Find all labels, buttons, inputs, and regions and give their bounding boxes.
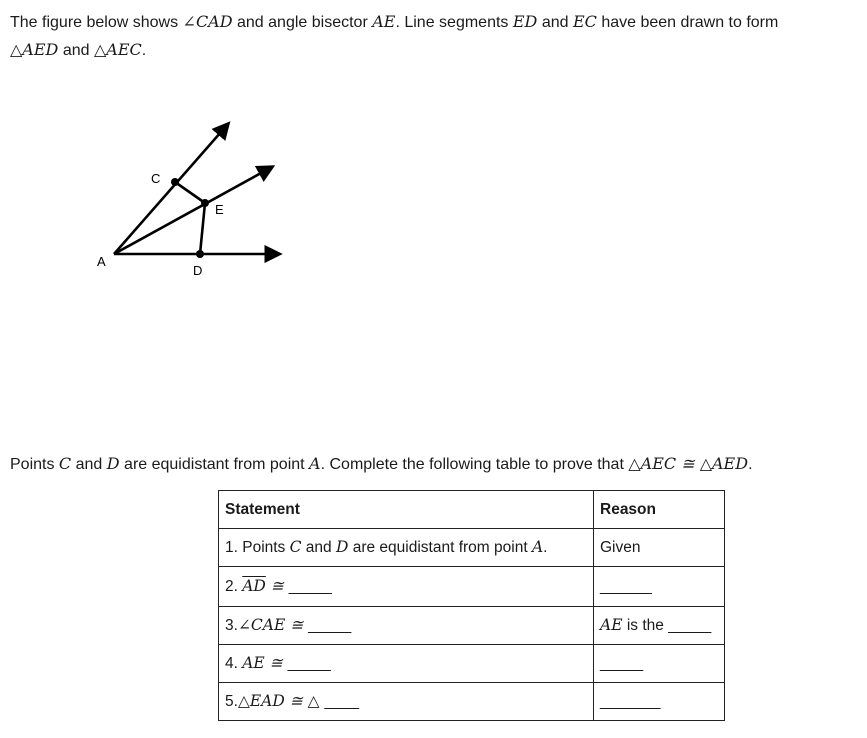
ray-ae [114,167,272,254]
label-a: A [97,254,106,269]
header-reason: Reason [594,491,725,529]
intro-line-1 [10,8,867,36]
statement-cell [219,683,594,721]
statement-text: are equidistant from point [348,539,532,556]
reason-cell [594,683,725,721]
label-c: C [151,171,161,186]
answer-blank[interactable]: _______ [600,692,661,710]
math-triangle-ead: △EAD [237,692,285,710]
header-statement: Statement [219,491,594,529]
math-congruent: ≅ [285,616,309,634]
reason-cell [594,567,725,607]
math-a: A [309,454,321,473]
math-d: D [335,538,349,556]
math-ec: EC [572,12,597,31]
math-c: C [289,538,302,556]
ray-ac [114,124,228,254]
question-text: . Complete the following table to prove that [320,456,629,473]
statement-text: . [543,539,548,556]
math-angle-cae: ∠CAE [237,616,286,634]
answer-blank[interactable]: _____ [287,655,331,672]
point-d [196,250,204,258]
math-triangle-aec: △AEC [93,40,142,59]
math-ae: AE [242,654,265,672]
math-ed: ED [512,12,538,31]
intro-text: have been drawn to form [596,14,779,31]
statement-number: 2. [225,578,243,595]
question-text: . [748,456,753,473]
table-row [219,567,725,607]
answer-blank[interactable]: _____ [668,617,712,634]
intro-text: and angle bisector [232,14,373,31]
segment-ed [200,203,205,254]
math-a: A [531,538,544,556]
intro-text: The figure below shows [10,14,183,31]
intro-line-2 [10,36,867,64]
math-ae: AE [600,616,623,634]
intro-text: . [141,42,147,59]
answer-blank[interactable]: _____ [600,654,644,672]
statement-number: 4. [225,655,243,672]
answer-blank[interactable]: ______ [600,577,652,595]
intro-text: . Line segments [395,14,513,31]
math-d: D [106,454,120,473]
statement-cell [219,645,594,683]
reason-text: is the [622,617,669,634]
answer-blank[interactable]: _____ [288,578,332,595]
math-congruent: ≅ [264,654,288,672]
point-c [171,178,179,186]
answer-blank[interactable]: _____ [308,617,352,634]
question-text: Points [10,456,59,473]
statement-number: 3. [225,617,238,634]
intro-text: and [58,42,94,59]
question-text: and [71,456,107,473]
label-e: E [215,202,224,217]
math-ae: AE [372,12,396,31]
statement-cell [219,529,594,567]
math-congruence-claim: △AEC ≅ △AED [628,454,749,473]
statement-number: 5. [225,693,238,710]
table-row [219,529,725,567]
segment-ce [175,182,205,203]
label-d: D [193,263,203,278]
reason-cell: Given [594,529,725,567]
math-segment-ad: $\overline{AD}$ [242,577,266,595]
math-congruent: ≅ [265,577,289,595]
math-angle-cad: ∠CAD [182,12,233,31]
table-row [219,607,725,645]
proof-question [10,452,753,477]
proof-table [218,490,725,721]
math-c: C [58,454,72,473]
math-triangle-aed: △AED [10,40,59,59]
statement-text: and [301,539,336,556]
math-congruent-triangle: ≅ △ [284,692,325,710]
point-e [201,199,209,207]
reason-cell [594,607,725,645]
statement-cell [219,607,594,645]
intro-text: and [537,14,573,31]
angle-bisector-figure [90,112,290,292]
statement-text: 1. Points [225,539,290,556]
question-text: are equidistant from point [119,456,310,473]
problem-intro [10,8,867,64]
statement-cell [219,567,594,607]
table-row [219,645,725,683]
reason-cell [594,645,725,683]
table-row [219,683,725,721]
answer-blank[interactable]: ____ [324,693,359,710]
table-header-row [219,491,725,529]
